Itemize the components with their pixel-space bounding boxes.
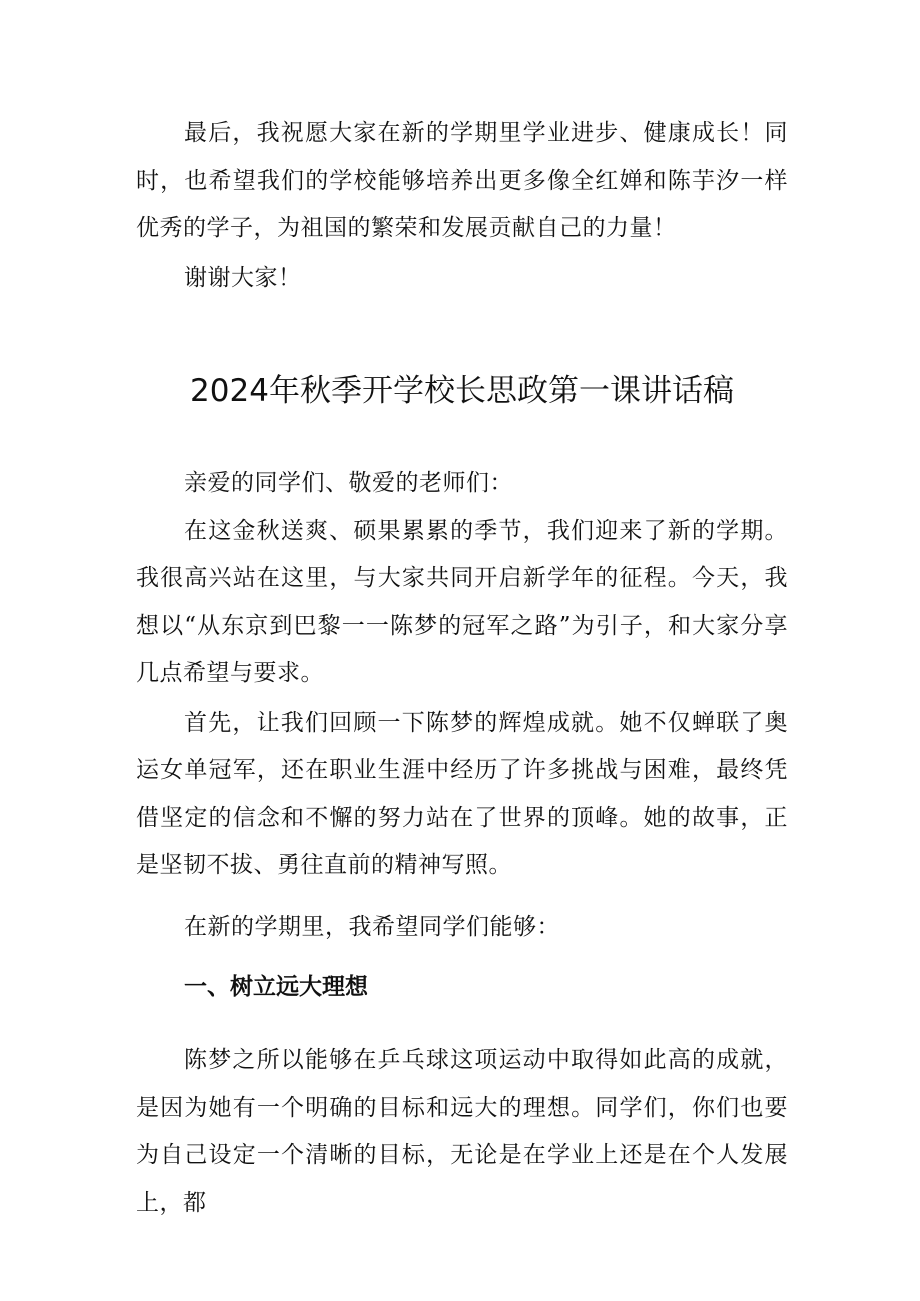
body-paragraph-1: 在这金秋送爽、硕果累累的季节，我们迎来了新的学期。我很高兴站在这里，与大家共同开启新学年的征程。今天，我想以“从东京到巴黎一一陈梦的冠军之路”为引子，和大家分享几点希望与要求。 [136, 517, 788, 686]
body-paragraph-3: 在新的学期里，我希望同学们能够： [184, 913, 560, 940]
closing-paragraph: 最后，我祝愿大家在新的学期里学业进步、健康成长！同时，也希望我们的学校能够培养出更多像全红婵和陈芋汐一样优秀的学子，为祖国的繁荣和发展贡献自己的力量！ [136, 120, 788, 241]
thanks-line: 谢谢大家！ [184, 264, 302, 291]
document-title: 2024年秋季开学校长思政第一课讲话稿 [190, 373, 734, 409]
section-heading-1: 一、树立远大理想 [184, 974, 368, 1000]
section-paragraph-1: 陈梦之所以能够在乒乓球这项运动中取得如此高的成就，是因为她有一个明确的目标和远大的理想。同学们，你们也要为自己设定一个清晰的目标，无论是在学业上还是在个人发展上，都 [136, 1047, 788, 1216]
body-paragraph-2: 首先，让我们回顾一下陈梦的辉煌成就。她不仅蝉联了奥运女单冠军，还在职业生涯中经历了许多挑战与困难，最终凭借坚定的信念和不懈的努力站在了世界的顶峰。她的故事，正是坚韧不拔、勇往直前的精神写照。 [136, 709, 788, 878]
document-body [136, 110, 788, 1227]
salutation: 亲爱的同学们、敬爱的老师们： [184, 470, 513, 496]
